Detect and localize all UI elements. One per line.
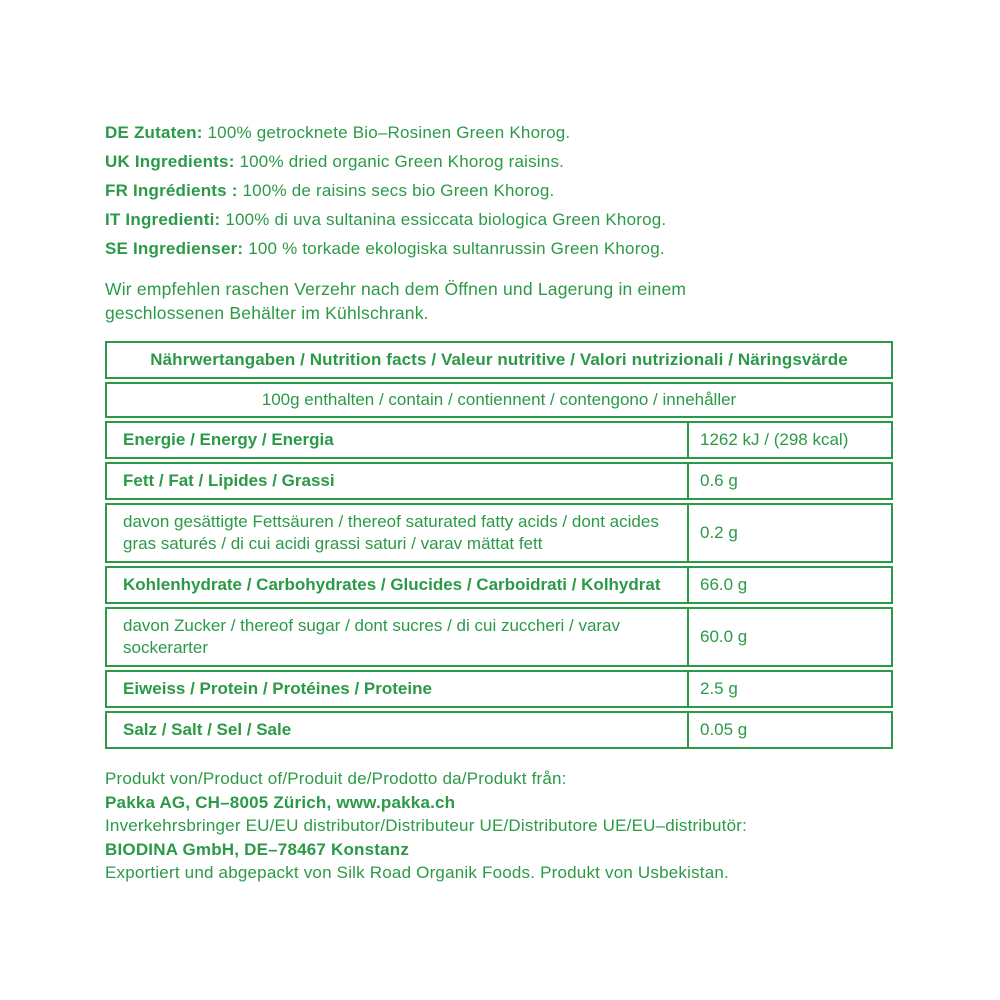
export-note-line: Exportiert und abgepackt von Silk Road Organik Foods. Produkt von Usbekistan. [105,863,729,882]
ingredients-line-se [105,234,893,263]
row-value-fat: 0.6 g [687,464,891,498]
ingredients-prefix-de: DE Zutaten: [105,123,203,142]
row-label-energy: Energie / Energy / Energia [123,430,334,449]
row-value-carbohydrates: 66.0 g [687,568,891,602]
table-row-sugar [105,607,893,667]
row-label-fat: Fett / Fat / Lipides / Grassi [123,471,335,490]
row-value-saturated-fat: 0.2 g [687,505,891,561]
nutrition-table-title: Nährwertangaben / Nutrition facts / Valeur nutritive / Valori nutrizionali / Näringsvärde [105,341,893,379]
row-label-protein: Eiweiss / Protein / Protéines / Proteine [123,679,432,698]
ingredients-prefix-it: IT Ingredienti: [105,210,221,229]
row-value-energy: 1262 kJ / (298 kcal) [687,423,891,457]
table-row-energy [105,421,893,459]
row-value-sugar: 60.0 g [687,609,891,665]
table-row-fat [105,462,893,500]
ingredients-text-se: 100 % torkade ekologiska sultanrussin Green Khorog. [248,239,665,258]
ingredients-prefix-uk: UK Ingredients: [105,152,235,171]
ingredients-section [105,118,893,263]
row-label-carbohydrates: Kohlenhydrate / Carbohydrates / Glucides / Carboidrati / Kolhydrat [123,575,661,594]
row-label-salt: Salz / Salt / Sel / Sale [123,720,292,739]
table-row-protein [105,670,893,708]
ingredients-text-it: 100% di uva sultanina essiccata biologica Green Khorog. [225,210,667,229]
distributor-name-line: BIODINA GmbH, DE–78467 Konstanz [105,839,410,859]
table-row-carbohydrates [105,566,893,604]
ingredients-text-de: 100% getrocknete Bio–Rosinen Green Khorog. [207,123,571,142]
product-label [105,118,893,885]
nutrition-table [105,341,893,749]
ingredients-line-uk [105,147,893,176]
producer-name-line: Pakka AG, CH–8005 Zürich, www.pakka.ch [105,792,456,812]
row-value-salt: 0.05 g [687,713,891,747]
nutrition-table-subtitle: 100g enthalten / contain / contiennent / contengono / innehåller [105,382,893,418]
table-row-saturated-fat [105,503,893,563]
ingredients-text-fr: 100% de raisins secs bio Green Khorog. [242,181,555,200]
producer-section [105,767,893,885]
ingredients-line-it [105,205,893,234]
table-row-salt [105,711,893,749]
distributor-label-line: Inverkehrsbringer EU/EU distributor/Distributeur UE/Distributore UE/EU–distributör: [105,816,748,835]
ingredients-prefix-fr: FR Ingrédients : [105,181,238,200]
ingredients-line-fr [105,176,893,205]
row-value-protein: 2.5 g [687,672,891,706]
row-label-sugar: davon Zucker / thereof sugar / dont sucres / di cui zuccheri / varav sockerarter [123,616,621,657]
row-label-saturated-fat: davon gesättigte Fettsäuren / thereof saturated fatty acids / dont acides gras saturés / di cui acidi grassi saturi / varav mättat fett [123,512,659,553]
ingredients-text-uk: 100% dried organic Green Khorog raisins. [239,152,565,171]
ingredients-prefix-se: SE Ingredienser: [105,239,244,258]
ingredients-line-de [105,118,893,147]
product-of-line: Produkt von/Product of/Produit de/Prodotto da/Produkt från: [105,769,567,788]
storage-note: Wir empfehlen raschen Verzehr nach dem Öffnen und Lagerung in einem geschlossenen Behälter im Kühlschrank. [105,279,687,323]
